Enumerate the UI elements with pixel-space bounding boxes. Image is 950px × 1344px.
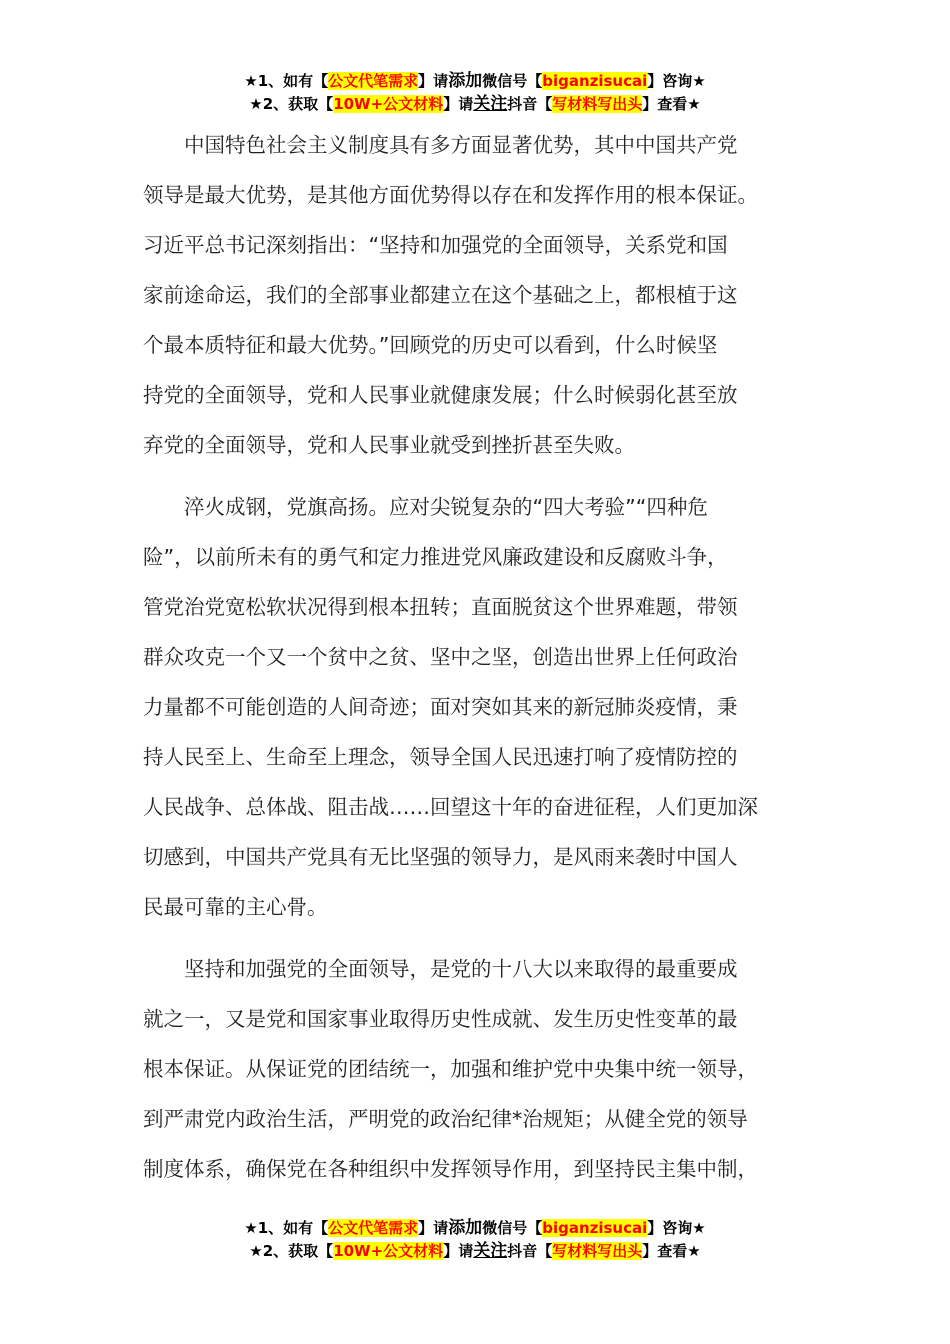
text-line: 习近平总书记深刻指出：“坚持和加强党的全面领导，关系党和国 xyxy=(143,233,728,257)
banner-text: ★2、获取【 xyxy=(249,95,334,113)
text-line: 力量都不可能创造的人间奇迹；面对突如其来的新冠肺炎疫情，秉 xyxy=(143,695,738,719)
banner-highlight: 10W+公文材料 xyxy=(333,1242,444,1260)
banner-text: 】查看★ xyxy=(642,95,701,113)
banner-highlight: 10W+公文材料 xyxy=(333,95,444,113)
text-line: 切感到，中国共产党具有无比坚强的领导力，是风雨来袭时中国人 xyxy=(143,845,738,869)
banner-highlight: 公文代笔需求 xyxy=(328,72,419,90)
banner-line-1 xyxy=(0,70,950,93)
banner-emphasis: 关注 xyxy=(473,94,508,114)
banner-text: 微信号【 xyxy=(482,1219,543,1237)
text-line: 家前途命运，我们的全部事业都建立在这个基础之上，都根植于这 xyxy=(143,283,738,307)
banner-text: ★1、如有【 xyxy=(244,72,329,90)
text-line: 根本保证。从保证党的团结统一，加强和维护党中央集中统一领导， xyxy=(143,1057,758,1081)
paragraph xyxy=(143,120,808,470)
text-line: 弃党的全面领导，党和人民事业就受到挫折甚至失败。 xyxy=(143,433,635,457)
text-line: 持党的全面领导，党和人民事业就健康发展；什么时候弱化甚至放 xyxy=(143,383,738,407)
text-line: 持人民至上、生命至上理念，领导全国人民迅速打响了疫情防控的 xyxy=(143,745,738,769)
banner-line-2 xyxy=(0,1240,950,1263)
banner-text: 】咨询★ xyxy=(647,72,706,90)
banner-text: 】请 xyxy=(443,1242,474,1260)
header-banner xyxy=(0,70,950,116)
document-body xyxy=(143,120,808,1206)
text-line: 民最可靠的主心骨。 xyxy=(143,895,328,919)
text-line: 险”，以前所未有的勇气和定力推进党风廉政建设和反腐败斗争， xyxy=(143,545,728,569)
banner-line-2 xyxy=(0,93,950,116)
banner-text: 】咨询★ xyxy=(647,1219,706,1237)
banner-emphasis: 添加 xyxy=(448,71,483,91)
banner-highlight: 写材料写出头 xyxy=(552,95,643,113)
banner-text: ★1、如有【 xyxy=(244,1219,329,1237)
text-line: 就之一，又是党和国家事业取得历史性成就、发生历史性变革的最 xyxy=(143,1007,738,1031)
text-line: 坚持和加强党的全面领导，是党的十八大以来取得的最重要成 xyxy=(184,957,738,981)
banner-text: ★2、获取【 xyxy=(249,1242,334,1260)
text-line: 个最本质特征和最大优势。”回顾党的历史可以看到，什么时候坚 xyxy=(143,333,718,357)
text-line: 到严肃党内政治生活，严明党的政治纪律*治规矩；从健全党的领导 xyxy=(143,1107,748,1131)
banner-text: 微信号【 xyxy=(482,72,543,90)
text-line: 人民战争、总体战、阻击战……回望这十年的奋进征程，人们更加深 xyxy=(143,795,758,819)
text-line: 管党治党宽松软状况得到根本扭转；直面脱贫这个世界难题，带领 xyxy=(143,595,738,619)
banner-text: 抖音【 xyxy=(507,95,553,113)
text-line: 制度体系，确保党在各种组织中发挥领导作用，到坚持民主集中制， xyxy=(143,1157,758,1181)
banner-line-1 xyxy=(0,1217,950,1240)
banner-highlight: 公文代笔需求 xyxy=(328,1219,419,1237)
paragraph xyxy=(143,482,808,932)
banner-text: 】请 xyxy=(418,72,449,90)
banner-text: 抖音【 xyxy=(507,1242,553,1260)
banner-highlight: biganzisucai xyxy=(542,1219,648,1237)
banner-highlight: 写材料写出头 xyxy=(552,1242,643,1260)
text-line: 领导是最大优势，是其他方面优势得以存在和发挥作用的根本保证。 xyxy=(143,183,758,207)
banner-text: 】查看★ xyxy=(642,1242,701,1260)
banner-highlight: biganzisucai xyxy=(542,72,648,90)
text-line: 中国特色社会主义制度具有多方面显著优势，其中中国共产党 xyxy=(184,133,738,157)
footer-banner xyxy=(0,1217,950,1263)
banner-text: 】请 xyxy=(443,95,474,113)
banner-text: 】请 xyxy=(418,1219,449,1237)
banner-emphasis: 关注 xyxy=(473,1241,508,1261)
text-line: 淬火成钢，党旗高扬。应对尖锐复杂的“四大考验”“四种危 xyxy=(184,495,708,519)
banner-emphasis: 添加 xyxy=(448,1218,483,1238)
paragraph xyxy=(143,944,808,1194)
text-line: 群众攻克一个又一个贫中之贫、坚中之坚，创造出世界上任何政治 xyxy=(143,645,738,669)
